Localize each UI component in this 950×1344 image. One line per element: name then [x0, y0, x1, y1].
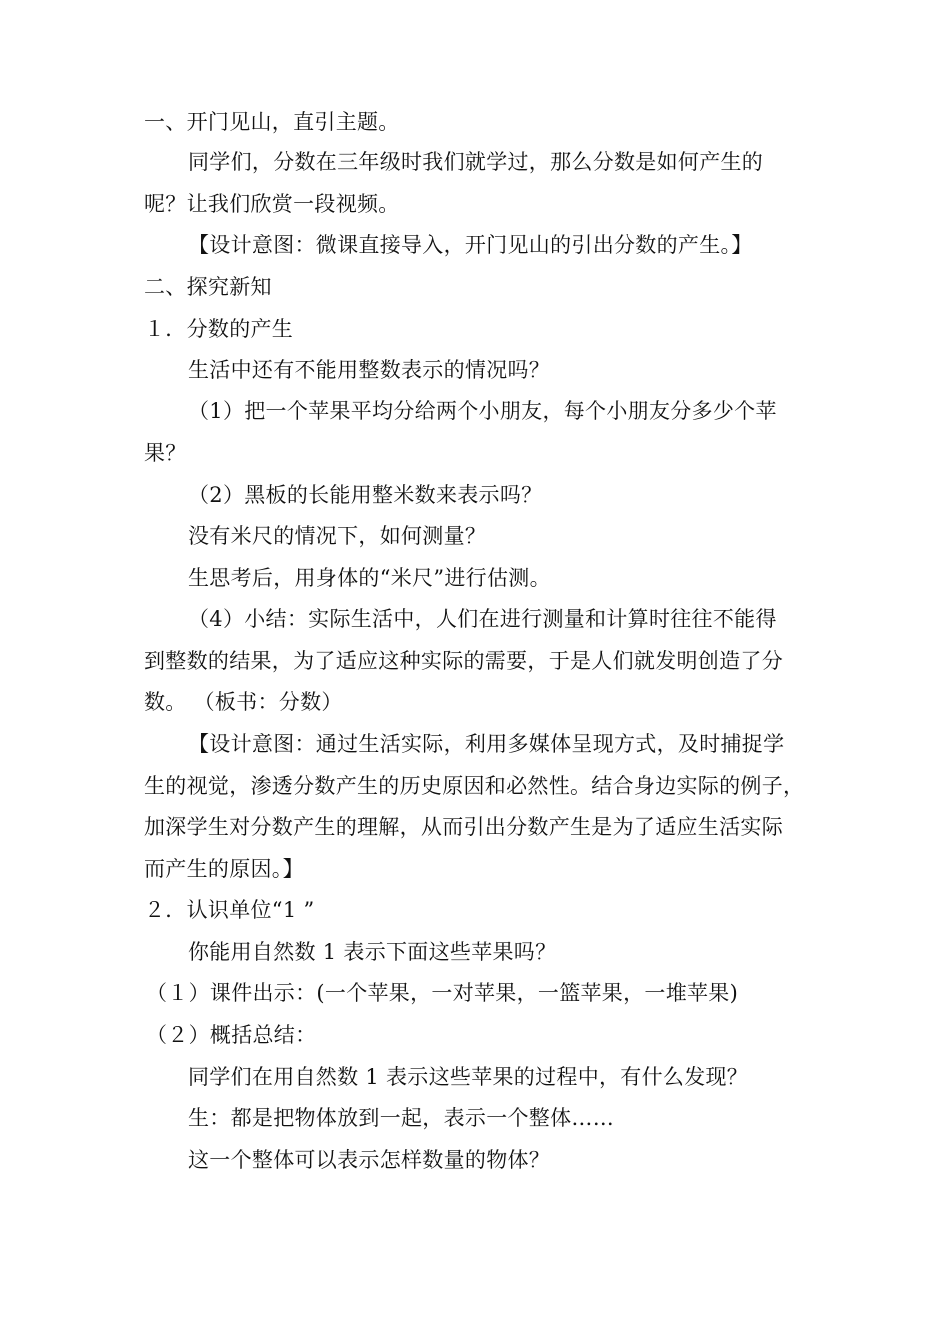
paragraph-line: 果？: [144, 441, 187, 465]
paragraph-line: 这一个整体可以表示怎样数量的物体？: [188, 1148, 551, 1172]
paragraph-line: （4）小结：实际生活中，人们在进行测量和计算时往往不能得: [188, 607, 777, 631]
subsection-heading: ２．认识单位“1 ”: [144, 898, 315, 922]
paragraph-line: 生：都是把物体放到一起，表示一个整体……: [188, 1106, 614, 1130]
paragraph-line: 加深学生对分数产生的理解，从而引出分数产生是为了适应生活实际: [144, 815, 783, 839]
design-intent-note: 【设计意图：微课直接导入，开门见山的引出分数的产生。】: [188, 233, 753, 257]
paragraph-line: （2）黑板的长能用整米数来表示吗？: [188, 483, 543, 507]
paragraph-line: 你能用自然数 1 表示下面这些苹果吗？: [188, 940, 557, 964]
paragraph-line: 呢？让我们欣赏一段视频。: [144, 192, 400, 216]
paragraph-line: 生活中还有不能用整数表示的情况吗？: [188, 358, 551, 382]
paragraph-line: （２）概括总结：: [146, 1023, 317, 1047]
paragraph-line: （１）课件出示：(一个苹果，一对苹果，一篮苹果，一堆苹果): [146, 981, 739, 1005]
section-heading-1: 一、开门见山，直引主题。: [144, 110, 400, 134]
design-intent-note: 【设计意图：通过生活实际，利用多媒体呈现方式，及时捕捉学: [188, 732, 785, 756]
paragraph-line: 数。 （板书：分数）: [144, 690, 343, 714]
paragraph-line: 到整数的结果，为了适应这种实际的需要，于是人们就发明创造了分: [144, 649, 783, 673]
paragraph-line: 生思考后，用身体的“米尺”进行估测。: [188, 566, 551, 590]
paragraph-line: 同学们在用自然数 1 表示这些苹果的过程中，有什么发现？: [188, 1065, 749, 1089]
paragraph-line: 生的视觉，渗透分数产生的历史原因和必然性。结合身边实际的例子，: [144, 774, 805, 798]
subsection-heading: １．分数的产生: [144, 317, 294, 341]
paragraph-line: （1）把一个苹果平均分给两个小朋友，每个小朋友分多少个苹: [188, 399, 777, 423]
paragraph-line: 同学们，分数在三年级时我们就学过，那么分数是如何产生的: [188, 150, 764, 174]
section-heading-2: 二、探究新知: [144, 275, 272, 299]
paragraph-line: 没有米尺的情况下，如何测量？: [188, 524, 487, 548]
paragraph-line: 而产生的原因。】: [144, 857, 304, 881]
